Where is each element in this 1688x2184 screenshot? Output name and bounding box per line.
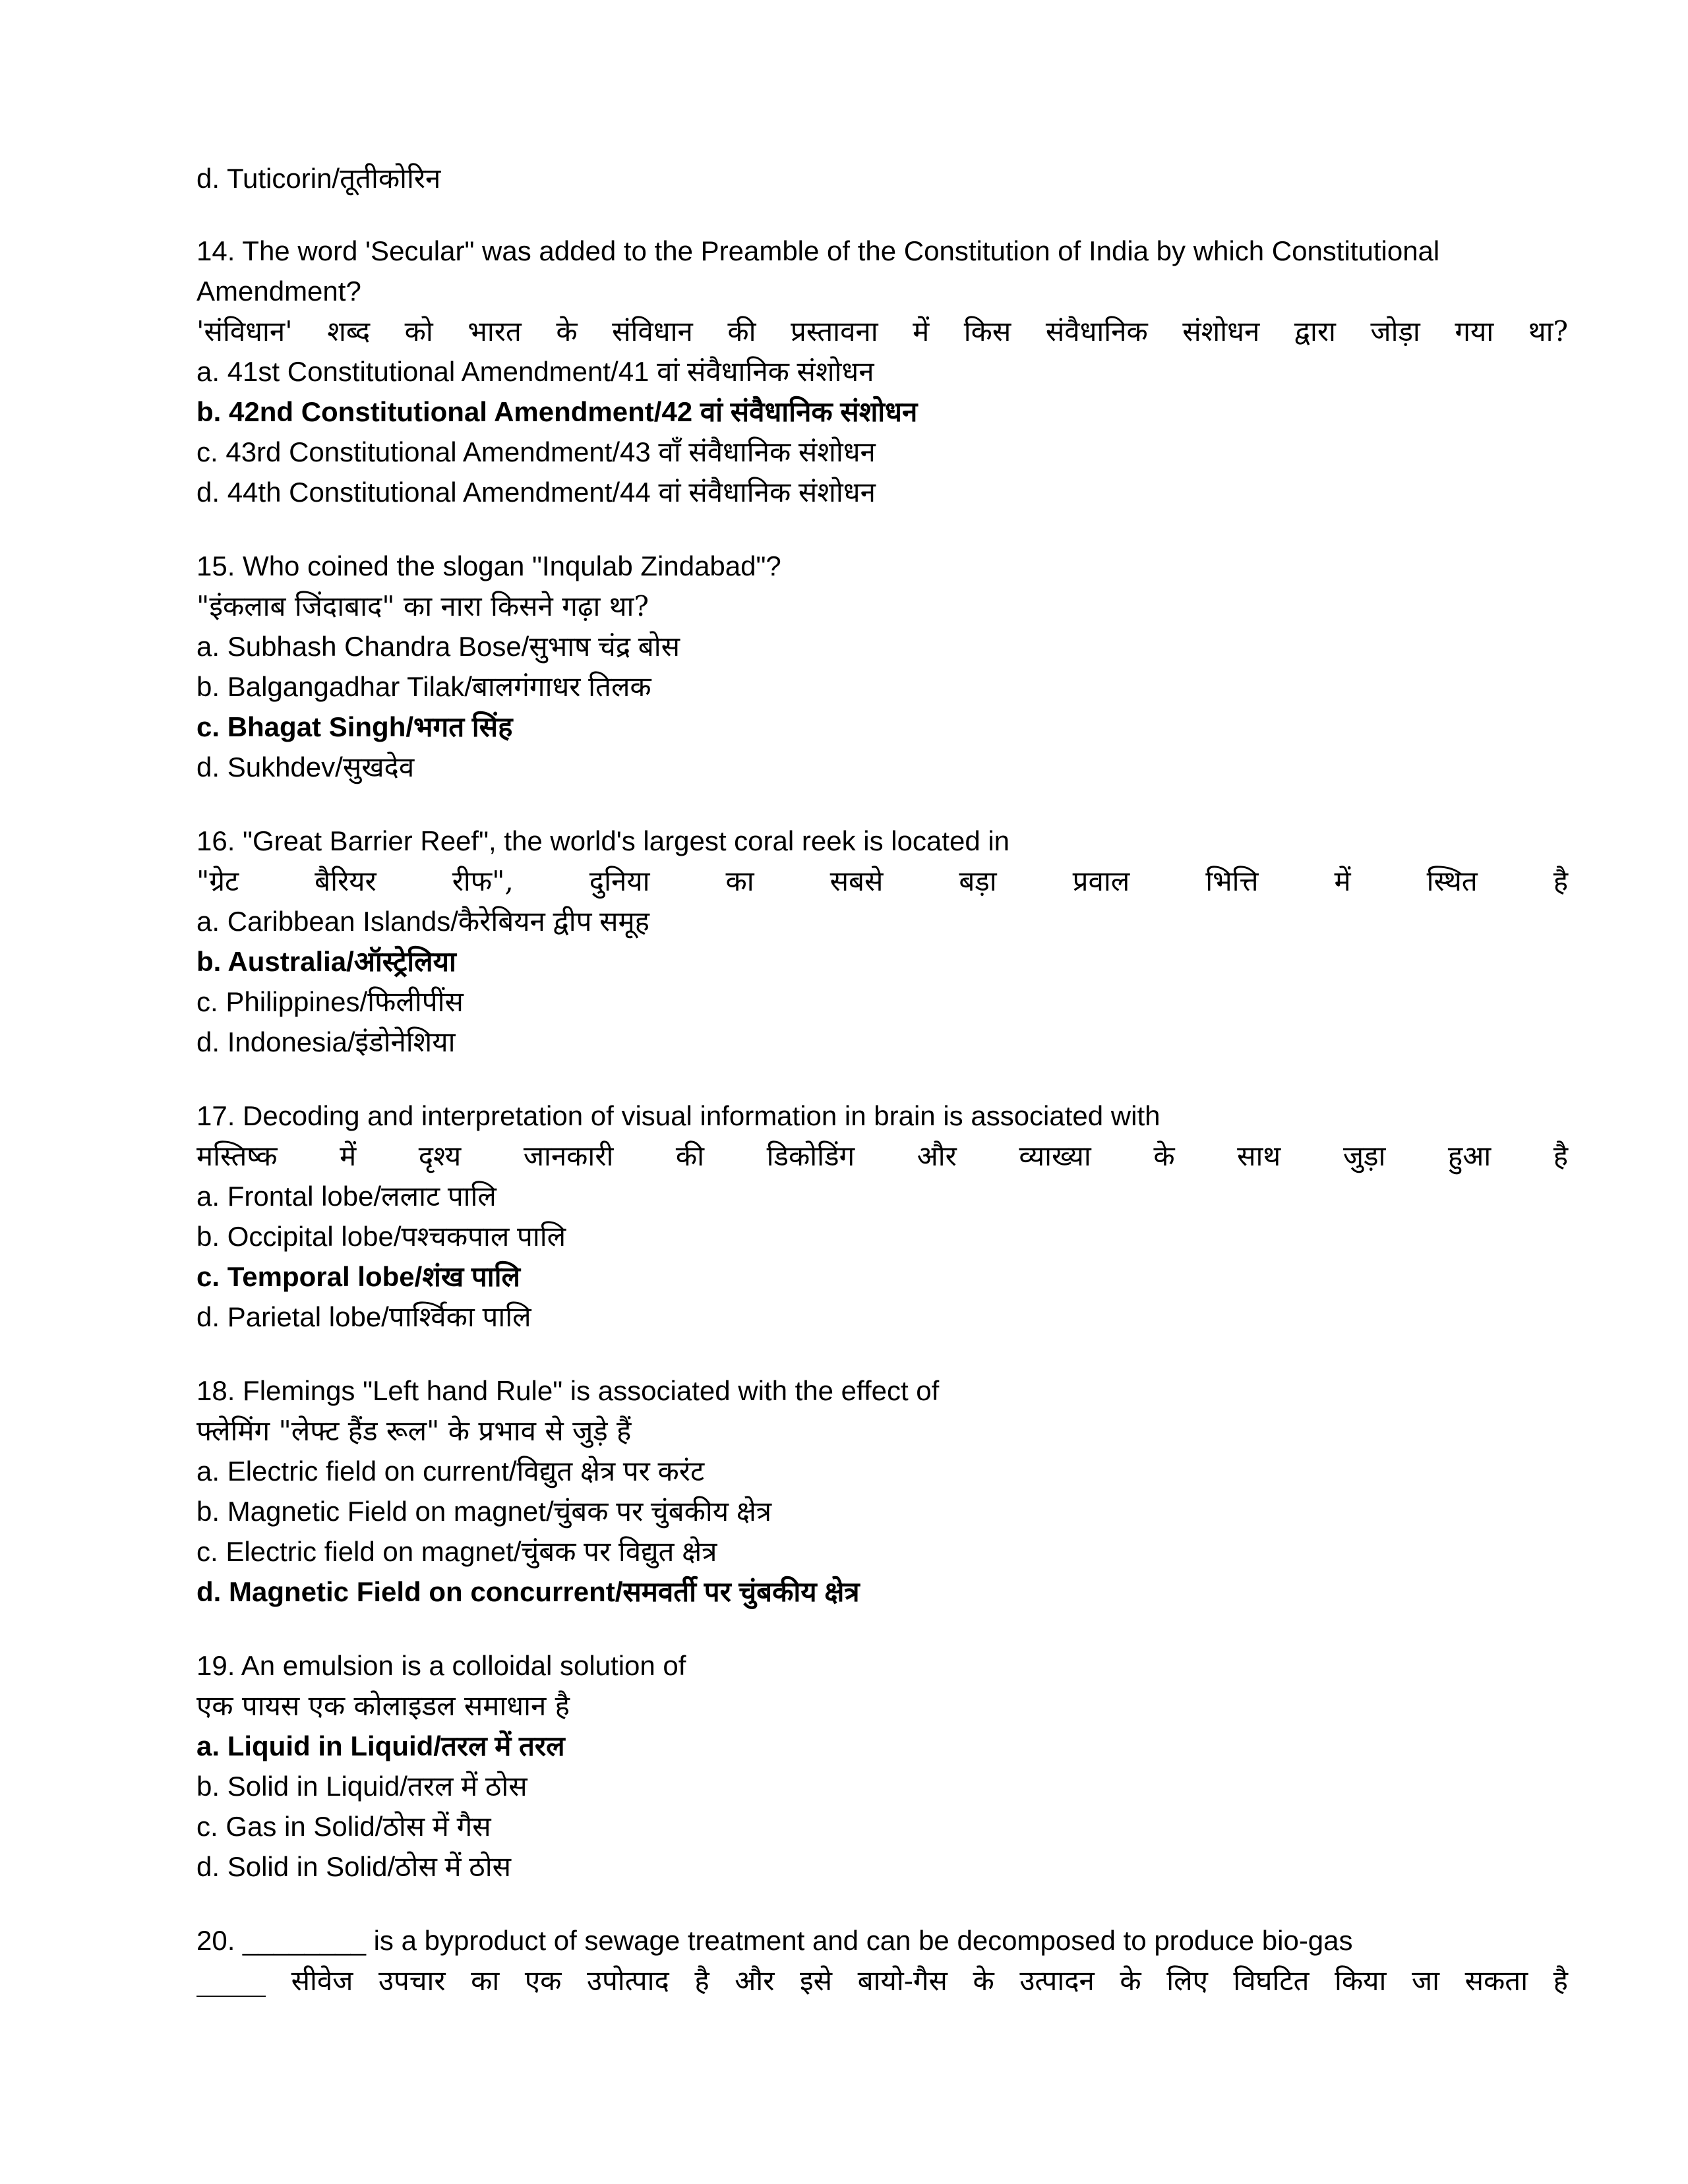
question-list [196,231,1568,2001]
question-text: 15. Who coined the slogan "Inqulab Zindabad"? [196,550,781,581]
answer-option: b. Solid in Liquid/तरल में ठोस [196,1771,528,1802]
question-block [196,1920,1568,2001]
correct-option: c. Bhagat Singh/भगत सिंह [196,711,513,742]
question-text-hindi: "इंकलाब जिंदाबाद" का नारा किसने गढ़ा था? [196,590,649,622]
answer-option: c. Electric field on magnet/चुंबक पर विद्युत क्षेत्र [196,1536,717,1567]
question-text: 18. Flemings "Left hand Rule" is associated with the effect of [196,1375,940,1406]
question-block [196,546,1568,787]
answer-option: b. Magnetic Field on magnet/चुंबक पर चुंबकीय क्षेत्र [196,1496,772,1527]
question-text: 20. ________ is a byproduct of sewage treatment and can be decomposed to produce bio-gas [196,1925,1353,1956]
answer-option: a. 41st Constitutional Amendment/41 वां संवैधानिक संशोधन [196,356,874,387]
correct-option: d. Magnetic Field on concurrent/समवर्ती पर चुंबकीय क्षेत्र [196,1576,860,1607]
correct-option: b. 42nd Constitutional Amendment/42 वां संवैधानिक संशोधन [196,396,918,427]
intro-option: d. Tuticorin/तूतीकोरिन [196,163,441,194]
question-text: 19. An emulsion is a colloidal solution of [196,1650,686,1681]
answer-option: b. Balgangadhar Tilak/बालगंगाधर तिलक [196,671,651,702]
answer-option: a. Subhash Chandra Bose/सुभाष चंद्र बोस [196,631,680,662]
correct-option: b. Australia/ऑस्ट्रेलिया [196,946,456,977]
answer-option: d. Indonesia/इंडोनेशिया [196,1026,456,1057]
answer-option: c. 43rd Constitutional Amendment/43 वाँ संवैधानिक संशोधन [196,436,876,467]
question-block [196,1371,1568,1612]
question-text-hindi: "ग्रेट बैरियर रीफ", दुनिया का सबसे बड़ा प्रवाल भित्ति में स्थित है [196,865,1568,897]
question-text-hindi: एक पायस एक कोलाइडल समाधान है [196,1690,570,1722]
answer-option: a. Caribbean Islands/कैरेबियन द्वीप समूह [196,906,649,937]
question-block [196,1645,1568,1887]
question-block [196,821,1568,1062]
quiz-page [196,158,1568,2001]
answer-option: d. 44th Constitutional Amendment/44 वां संवैधानिक संशोधन [196,477,876,508]
correct-option: a. Liquid in Liquid/तरल में तरल [196,1730,565,1761]
answer-option: d. Solid in Solid/ठोस में ठोस [196,1851,511,1882]
question-text: 14. The word 'Secular" was added to the Preamble of the Constitution of India by which Constitutional Amendment? [196,235,1440,307]
answer-option: d. Parietal lobe/पार्श्विका पालि [196,1301,531,1332]
answer-option: a. Electric field on current/विद्युत क्षेत्र पर करंट [196,1456,705,1487]
question-block [196,1096,1568,1337]
question-text-hindi: मस्तिष्क में दृश्य जानकारी की डिकोडिंग और व्याख्या के साथ जुड़ा हुआ है [196,1140,1568,1172]
question-text-hindi: 'संविधान' शब्द को भारत के संविधान की प्रस्तावना में किस संवैधानिक संशोधन द्वारा जोड़ा गया था? [196,315,1568,347]
correct-option: c. Temporal lobe/शंख पालि [196,1261,520,1292]
question-text: 17. Decoding and interpretation of visual information in brain is associated with [196,1100,1160,1131]
answer-option: b. Occipital lobe/पश्चकपाल पालि [196,1221,566,1252]
question-block [196,231,1568,512]
answer-option: a. Frontal lobe/ललाट पालि [196,1181,497,1212]
question-text: 16. "Great Barrier Reef", the world's largest coral reek is located in [196,825,1010,856]
answer-option: c. Gas in Solid/ठोस में गैस [196,1811,491,1842]
question-text-hindi: _____ सीवेज उपचार का एक उपोत्पाद है और इसे बायो-गैस के उत्पादन के लिए विघटित किया जा सकता है [196,1964,1568,1997]
answer-option: d. Sukhdev/सुखदेव [196,752,415,782]
question-text-hindi: फ्लेमिंग "लेफ्ट हैंड रूल" के प्रभाव से जुड़े हैं [196,1415,632,1447]
answer-option: c. Philippines/फिलीपींस [196,986,464,1017]
